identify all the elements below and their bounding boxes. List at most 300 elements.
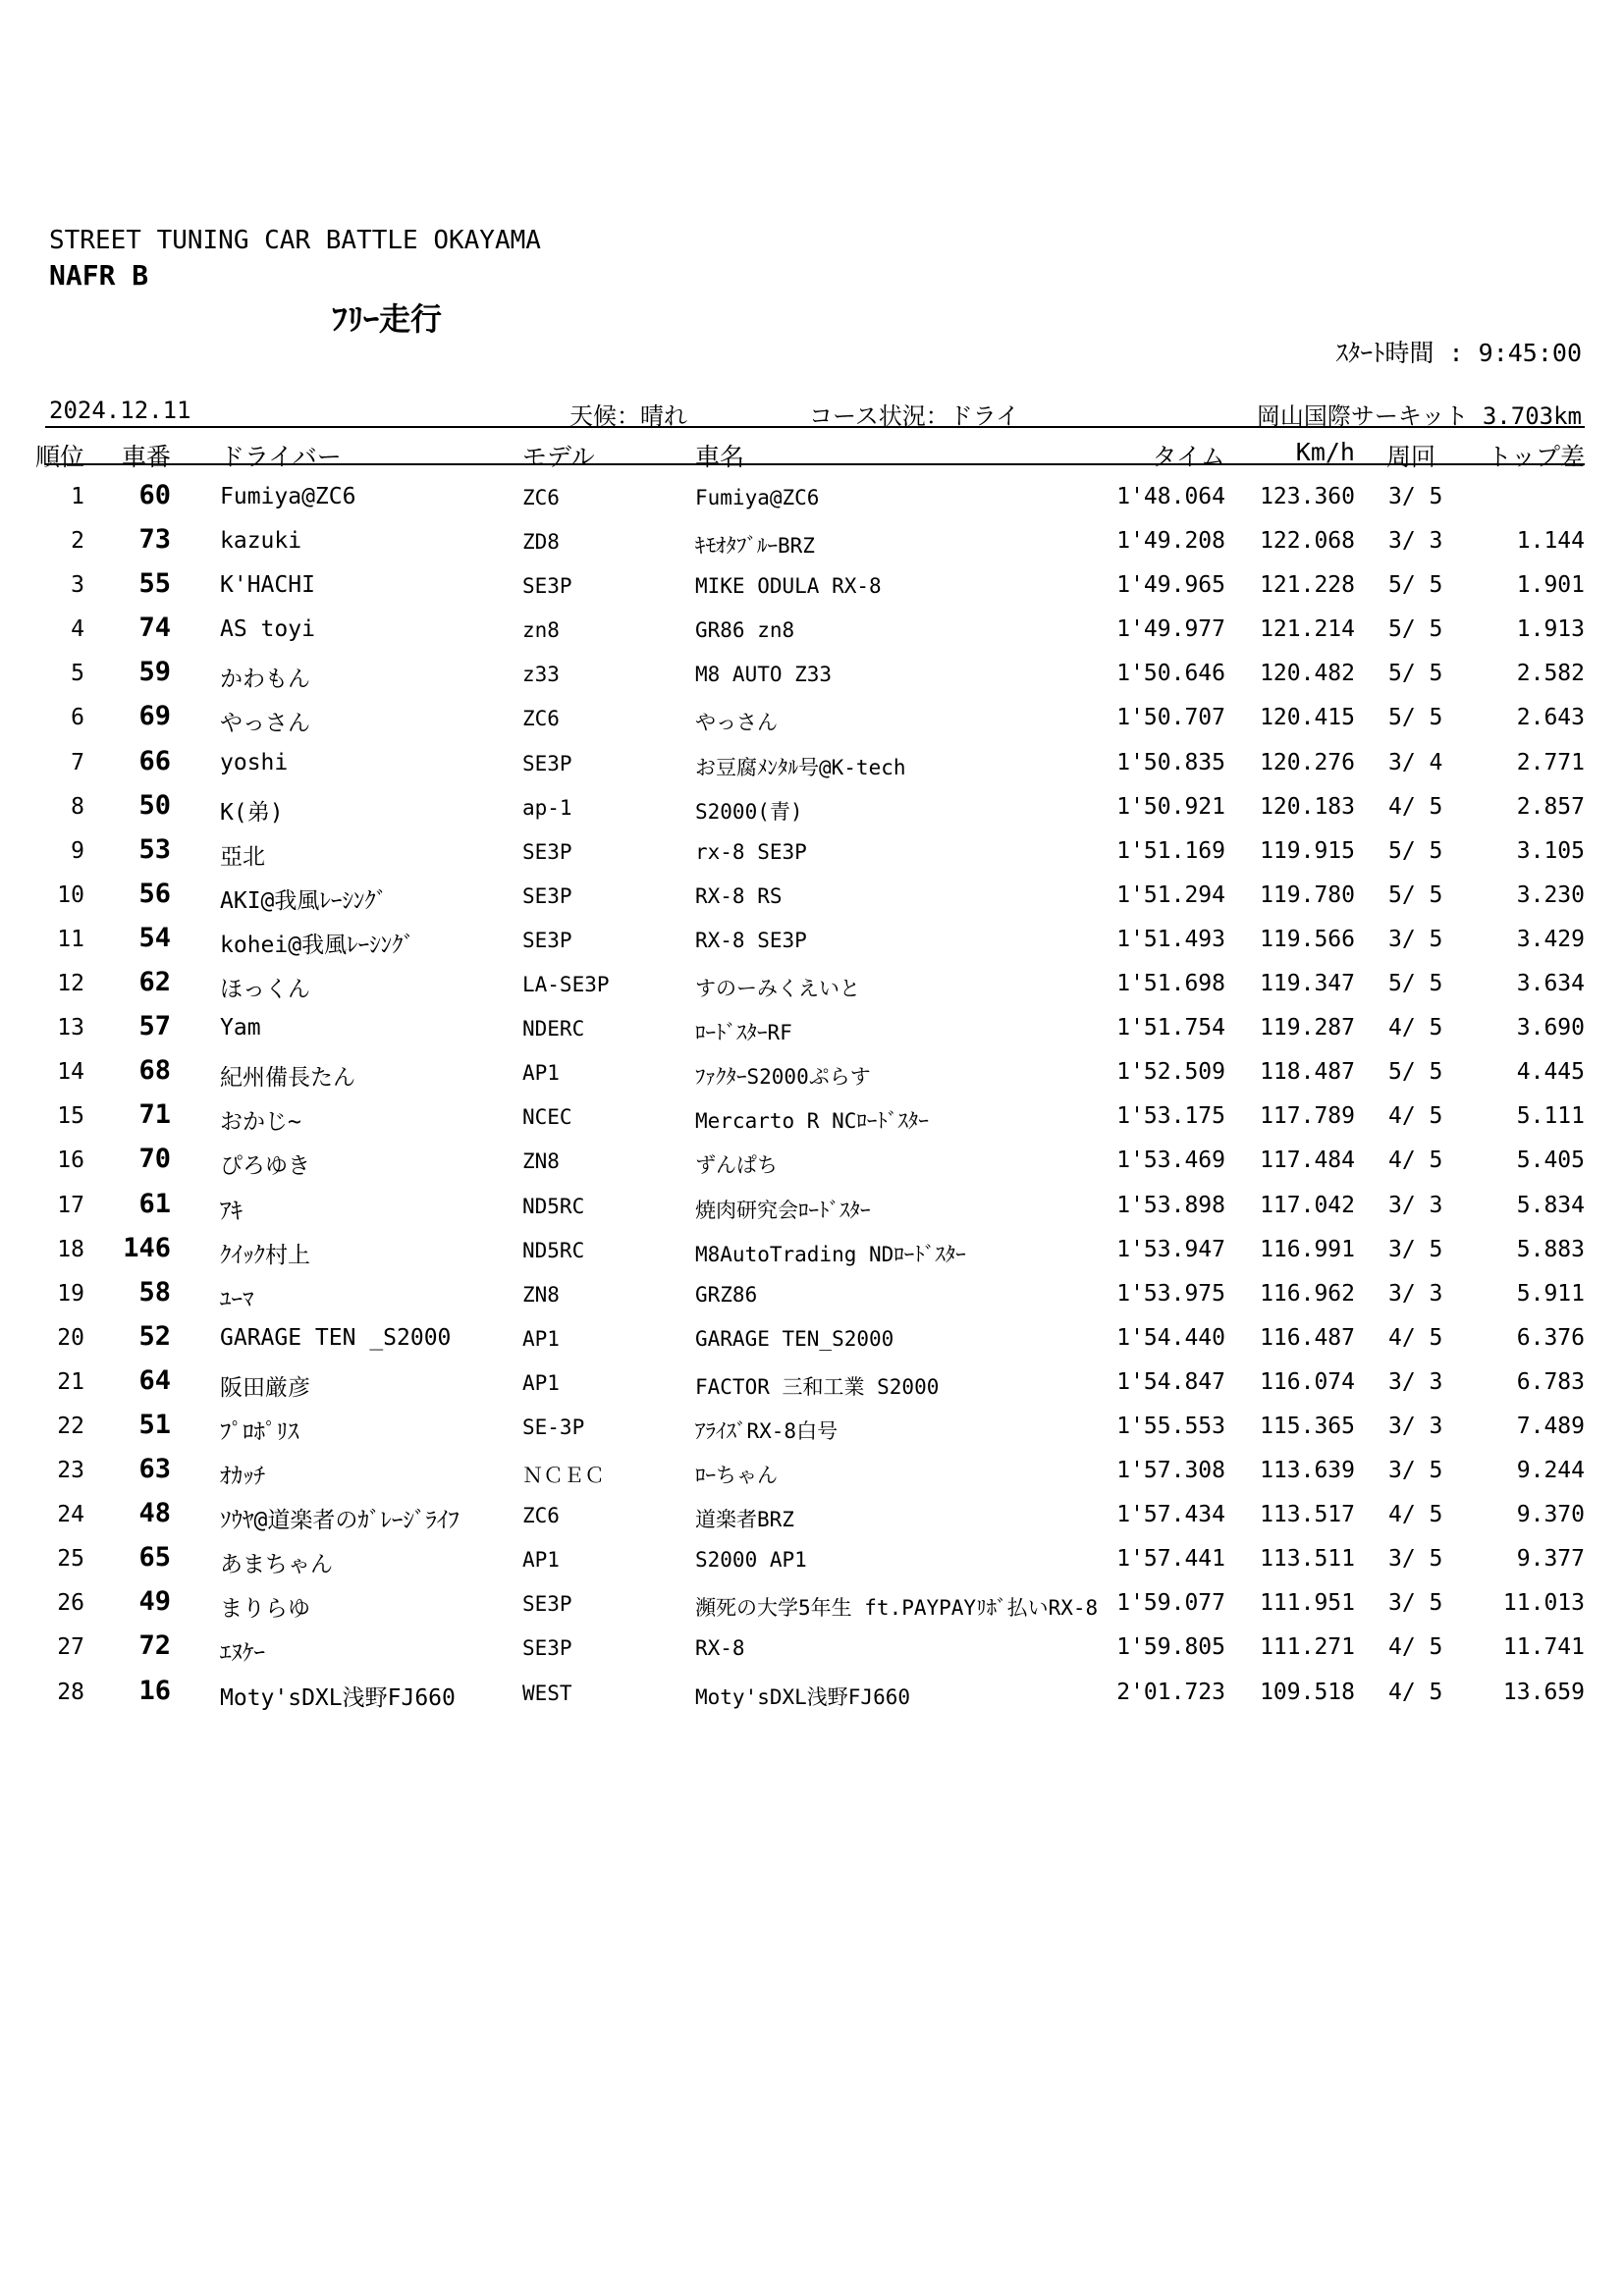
table-row xyxy=(0,1227,1624,1271)
cell-car: rx-8 SE3P xyxy=(695,839,807,864)
cell-driver: K'HACHI xyxy=(220,572,315,599)
cell-gap: 4.445 xyxy=(1516,1059,1585,1086)
cell-num: 68 xyxy=(138,1055,171,1087)
cell-num: 55 xyxy=(138,568,171,600)
cell-laps: 4/ 5 xyxy=(1388,1634,1443,1661)
cell-gap: 1.144 xyxy=(1516,528,1585,555)
cell-car: ｷﾓｵﾀﾌﾞﾙｰBRZ xyxy=(695,534,815,559)
cell-num: 65 xyxy=(138,1542,171,1574)
table-row xyxy=(0,607,1624,651)
table-row xyxy=(0,961,1624,1005)
cell-gap: 3.105 xyxy=(1516,837,1585,864)
cell-time: 1'53.975 xyxy=(1116,1280,1225,1307)
cell-driver: Yam xyxy=(220,1015,261,1041)
cell-time: 1'50.646 xyxy=(1116,661,1225,687)
cell-model: z33 xyxy=(522,663,560,687)
cell-model: ZN8 xyxy=(522,1282,560,1307)
col-car: 車名 xyxy=(695,443,745,471)
cell-gap: 3.634 xyxy=(1516,971,1585,997)
cell-model: SE3P xyxy=(522,928,572,952)
cell-time: 1'53.175 xyxy=(1116,1103,1225,1130)
cell-car: FACTOR 三和工業 S2000 xyxy=(695,1374,940,1399)
cell-car: RX-8 RS xyxy=(695,883,783,908)
table-row xyxy=(0,1580,1624,1625)
cell-model: AP1 xyxy=(522,1326,560,1351)
cell-driver: ｸｲｯｸ村上 xyxy=(220,1242,310,1268)
cell-car: ﾛｰﾄﾞｽﾀｰRF xyxy=(695,1021,792,1045)
cell-pos: 10 xyxy=(57,881,84,908)
cell-num: 56 xyxy=(138,878,171,909)
cell-time: 1'57.434 xyxy=(1116,1502,1225,1528)
cell-num: 72 xyxy=(138,1630,171,1662)
cell-pos: 16 xyxy=(57,1148,84,1174)
cell-pos: 17 xyxy=(57,1192,84,1218)
cell-num: 62 xyxy=(138,967,171,998)
cell-car: ﾛｰちゃん xyxy=(695,1464,778,1488)
table-row xyxy=(0,828,1624,873)
cell-laps: 3/ 5 xyxy=(1388,926,1443,952)
cell-pos: 2 xyxy=(71,528,84,555)
cell-laps: 4/ 5 xyxy=(1388,1679,1443,1705)
table-row xyxy=(0,784,1624,828)
cell-laps: 3/ 5 xyxy=(1388,484,1443,509)
table-row xyxy=(0,740,1624,784)
cell-speed: 120.276 xyxy=(1260,749,1355,775)
cell-car: やっさん xyxy=(695,711,778,735)
cell-pos: 21 xyxy=(57,1368,84,1395)
cell-speed: 119.915 xyxy=(1260,837,1355,864)
header-rule-top xyxy=(45,426,1585,428)
col-laps: 周回 xyxy=(1386,443,1436,471)
cell-time: 1'59.805 xyxy=(1116,1634,1225,1661)
cell-time: 1'49.208 xyxy=(1116,528,1225,555)
cell-driver: 亞北 xyxy=(220,843,265,870)
cell-model: ＮＣＥＣ xyxy=(522,1464,605,1488)
cell-laps: 5/ 5 xyxy=(1388,971,1443,997)
table-row xyxy=(0,562,1624,607)
cell-gap: 5.883 xyxy=(1516,1236,1585,1262)
cell-model: SE3P xyxy=(522,574,572,599)
cell-car: ﾌｧｸﾀｰS2000ぷらす xyxy=(695,1065,871,1090)
table-row xyxy=(0,1625,1624,1669)
cell-laps: 5/ 5 xyxy=(1388,705,1443,731)
cell-driver: あまちゃん xyxy=(220,1552,333,1578)
cell-laps: 4/ 5 xyxy=(1388,1324,1443,1351)
cell-model: ZC6 xyxy=(522,707,560,731)
cell-speed: 117.789 xyxy=(1260,1103,1355,1130)
cell-car: RX-8 xyxy=(695,1636,745,1661)
cell-gap: 3.230 xyxy=(1516,881,1585,908)
start-time-value: 9:45:00 xyxy=(1478,339,1582,367)
cell-pos: 26 xyxy=(57,1590,84,1617)
cell-speed: 116.991 xyxy=(1260,1236,1355,1262)
cell-car: Mercarto R NCﾛｰﾄﾞｽﾀｰ xyxy=(695,1109,929,1134)
cell-num: 73 xyxy=(138,524,171,556)
cell-num: 58 xyxy=(138,1276,171,1308)
cell-speed: 115.365 xyxy=(1260,1413,1355,1439)
cell-time: 1'50.835 xyxy=(1116,749,1225,775)
cell-time: 1'51.169 xyxy=(1116,837,1225,864)
table-row xyxy=(0,1271,1624,1315)
cell-time: 1'51.698 xyxy=(1116,971,1225,997)
table-row xyxy=(0,474,1624,518)
cell-pos: 13 xyxy=(57,1015,84,1041)
cell-car: GRZ86 xyxy=(695,1282,758,1307)
cell-time: 1'57.308 xyxy=(1116,1458,1225,1484)
cell-num: 57 xyxy=(138,1011,171,1042)
cell-gap: 5.405 xyxy=(1516,1148,1585,1174)
start-time-label: ｽﾀｰﾄ時間 xyxy=(1335,339,1435,367)
cell-pos: 20 xyxy=(57,1324,84,1351)
cell-pos: 5 xyxy=(71,661,84,687)
cell-num: 70 xyxy=(138,1144,171,1175)
cell-speed: 113.511 xyxy=(1260,1546,1355,1573)
cell-pos: 1 xyxy=(71,484,84,509)
cell-gap: 1.901 xyxy=(1516,572,1585,599)
cell-car: 瀕死の大学5年生 ft.PAYPAYﾘﾎﾞ払いRX-8 xyxy=(695,1596,1099,1621)
cell-model: SE3P xyxy=(522,839,572,864)
cell-speed: 121.228 xyxy=(1260,572,1355,599)
cell-num: 74 xyxy=(138,613,171,644)
cell-speed: 118.487 xyxy=(1260,1059,1355,1086)
cell-speed: 123.360 xyxy=(1260,484,1355,509)
cell-time: 1'53.898 xyxy=(1116,1192,1225,1218)
cell-model: WEST xyxy=(522,1681,572,1705)
cell-num: 54 xyxy=(138,922,171,953)
session-name: ﾌﾘｰ走行 xyxy=(332,300,443,338)
cell-model: ap-1 xyxy=(522,795,572,820)
cell-speed: 122.068 xyxy=(1260,528,1355,555)
cell-laps: 5/ 5 xyxy=(1388,837,1443,864)
cell-num: 49 xyxy=(138,1586,171,1618)
results-table xyxy=(0,474,1624,1714)
cell-gap: 9.244 xyxy=(1516,1458,1585,1484)
table-row xyxy=(0,1183,1624,1227)
cell-car: すのーみくえいと xyxy=(695,977,860,1001)
cell-num: 63 xyxy=(138,1454,171,1485)
cell-driver: ｿｳﾔ@道楽者のｶﾞﾚｰｼﾞﾗｲﾌ xyxy=(220,1508,460,1534)
weather: 天候：晴れ xyxy=(569,402,687,430)
col-pos: 順位 xyxy=(34,443,84,471)
cell-time: 1'51.493 xyxy=(1116,926,1225,952)
cell-laps: 3/ 3 xyxy=(1388,1280,1443,1307)
cell-pos: 3 xyxy=(71,572,84,599)
table-row xyxy=(0,1138,1624,1182)
cell-num: 48 xyxy=(138,1498,171,1529)
cell-laps: 4/ 5 xyxy=(1388,793,1443,820)
cell-laps: 3/ 3 xyxy=(1388,528,1443,555)
table-row xyxy=(0,1094,1624,1138)
cell-model: ZD8 xyxy=(522,530,560,555)
class-name: NAFR B xyxy=(49,259,149,292)
cell-pos: 23 xyxy=(57,1458,84,1484)
cell-laps: 4/ 5 xyxy=(1388,1015,1443,1041)
table-row xyxy=(0,1448,1624,1492)
cell-car: S2000 AP1 xyxy=(695,1548,807,1573)
cell-gap: 13.659 xyxy=(1502,1679,1585,1705)
cell-pos: 12 xyxy=(57,971,84,997)
cell-gap: 2.771 xyxy=(1516,749,1585,775)
cell-laps: 5/ 5 xyxy=(1388,881,1443,908)
cell-gap: 5.834 xyxy=(1516,1192,1585,1218)
cell-num: 50 xyxy=(138,789,171,821)
cell-pos: 15 xyxy=(57,1103,84,1130)
cell-car: GR86 zn8 xyxy=(695,618,795,643)
cell-gap: 7.489 xyxy=(1516,1413,1585,1439)
cell-model: SE3P xyxy=(522,1592,572,1617)
cell-driver: ﾌﾟﾛﾎﾟﾘｽ xyxy=(220,1418,299,1445)
cell-driver: Fumiya@ZC6 xyxy=(220,484,356,509)
cell-pos: 25 xyxy=(57,1546,84,1573)
cell-gap: 2.582 xyxy=(1516,661,1585,687)
cell-gap: 9.370 xyxy=(1516,1502,1585,1528)
cell-time: 2'01.723 xyxy=(1116,1679,1225,1705)
cell-laps: 3/ 3 xyxy=(1388,1192,1443,1218)
cell-model: SE3P xyxy=(522,1636,572,1661)
cell-num: 59 xyxy=(138,657,171,688)
table-row xyxy=(0,1360,1624,1404)
race-date: 2024.12.11 xyxy=(49,397,191,424)
cell-pos: 14 xyxy=(57,1059,84,1086)
cell-laps: 3/ 3 xyxy=(1388,1413,1443,1439)
cell-driver: ｵｶｯﾁ xyxy=(220,1464,265,1490)
cell-gap: 6.376 xyxy=(1516,1324,1585,1351)
cell-pos: 22 xyxy=(57,1413,84,1439)
header-rule-bottom xyxy=(45,463,1585,465)
cell-driver: ﾕｰﾏ xyxy=(220,1286,254,1312)
cell-model: SE3P xyxy=(522,751,572,775)
cell-gap: 9.377 xyxy=(1516,1546,1585,1573)
cell-num: 64 xyxy=(138,1364,171,1396)
cell-speed: 116.962 xyxy=(1260,1280,1355,1307)
cell-speed: 111.271 xyxy=(1260,1634,1355,1661)
cell-model: SE-3P xyxy=(522,1415,585,1439)
table-row xyxy=(0,651,1624,695)
col-time: タイム xyxy=(1152,443,1225,471)
cell-laps: 5/ 5 xyxy=(1388,572,1443,599)
cell-driver: ｱｷ xyxy=(220,1198,243,1224)
cell-pos: 19 xyxy=(57,1280,84,1307)
cell-gap: 2.857 xyxy=(1516,793,1585,820)
table-row xyxy=(0,873,1624,917)
cell-pos: 11 xyxy=(57,926,84,952)
cell-car: MIKE ODULA RX-8 xyxy=(695,574,882,599)
cell-time: 1'54.847 xyxy=(1116,1368,1225,1395)
cell-car: M8 AUTO Z33 xyxy=(695,663,833,687)
cell-speed: 120.415 xyxy=(1260,705,1355,731)
cell-laps: 3/ 5 xyxy=(1388,1590,1443,1617)
cell-time: 1'53.469 xyxy=(1116,1148,1225,1174)
cell-pos: 8 xyxy=(71,793,84,820)
cell-driver: ｴﾇｹｰ xyxy=(220,1640,265,1667)
cell-time: 1'59.077 xyxy=(1116,1590,1225,1617)
cell-num: 16 xyxy=(138,1675,171,1706)
cell-driver: AS toyi xyxy=(220,616,315,643)
cell-laps: 4/ 5 xyxy=(1388,1148,1443,1174)
cell-gap: 11.741 xyxy=(1502,1634,1585,1661)
cell-pos: 4 xyxy=(71,616,84,643)
cell-car: 道楽者BRZ xyxy=(695,1508,794,1532)
cell-num: 71 xyxy=(138,1099,171,1131)
cell-time: 1'52.509 xyxy=(1116,1059,1225,1086)
circuit: 岡山国際サーキット 3.703km xyxy=(1256,402,1582,430)
course-status: コース状況：ドライ xyxy=(809,402,1020,430)
cell-laps: 3/ 4 xyxy=(1388,749,1443,775)
cell-time: 1'54.440 xyxy=(1116,1324,1225,1351)
cell-num: 66 xyxy=(138,745,171,776)
cell-car: ｱﾗｲｽﾞRX-8白号 xyxy=(695,1418,839,1443)
cell-driver: Moty'sDXL浅野FJ660 xyxy=(220,1684,456,1711)
table-row xyxy=(0,518,1624,562)
cell-time: 1'50.921 xyxy=(1116,793,1225,820)
cell-model: AP1 xyxy=(522,1061,560,1086)
cell-time: 1'57.441 xyxy=(1116,1546,1225,1573)
cell-laps: 3/ 5 xyxy=(1388,1546,1443,1573)
cell-laps: 3/ 3 xyxy=(1388,1368,1443,1395)
cell-driver: 紀州備長たん xyxy=(220,1065,355,1092)
cell-pos: 24 xyxy=(57,1502,84,1528)
cell-speed: 119.287 xyxy=(1260,1015,1355,1041)
cell-speed: 117.042 xyxy=(1260,1192,1355,1218)
cell-time: 1'51.754 xyxy=(1116,1015,1225,1041)
table-row xyxy=(0,1315,1624,1360)
cell-time: 1'49.965 xyxy=(1116,572,1225,599)
cell-speed: 119.566 xyxy=(1260,926,1355,952)
cell-model: ND5RC xyxy=(522,1194,585,1218)
table-row xyxy=(0,917,1624,961)
cell-time: 1'55.553 xyxy=(1116,1413,1225,1439)
cell-model: AP1 xyxy=(522,1370,560,1395)
cell-laps: 4/ 5 xyxy=(1388,1502,1443,1528)
table-row xyxy=(0,1049,1624,1094)
cell-model: ZC6 xyxy=(522,486,560,509)
cell-driver: GARAGE TEN _S2000 xyxy=(220,1324,452,1351)
cell-car: Fumiya@ZC6 xyxy=(695,486,820,509)
col-speed: Km/h xyxy=(1295,438,1355,466)
cell-driver: ほっくん xyxy=(220,977,310,1003)
cell-speed: 121.214 xyxy=(1260,616,1355,643)
cell-laps: 4/ 5 xyxy=(1388,1103,1443,1130)
cell-pos: 6 xyxy=(71,705,84,731)
cell-car: ずんぱち xyxy=(695,1153,778,1178)
cell-speed: 116.487 xyxy=(1260,1324,1355,1351)
cell-gap: 11.013 xyxy=(1502,1590,1585,1617)
cell-pos: 28 xyxy=(57,1679,84,1705)
cell-num: 61 xyxy=(138,1188,171,1219)
cell-model: ZC6 xyxy=(522,1504,560,1528)
cell-pos: 7 xyxy=(71,749,84,775)
cell-driver: 阪田厳彦 xyxy=(220,1374,310,1401)
cell-model: SE3P xyxy=(522,883,572,908)
cell-gap: 1.913 xyxy=(1516,616,1585,643)
table-row xyxy=(0,695,1624,739)
cell-num: 52 xyxy=(138,1320,171,1352)
cell-car: 焼肉研究会ﾛｰﾄﾞｽﾀｰ xyxy=(695,1198,871,1222)
cell-model: LA-SE3P xyxy=(522,973,610,997)
cell-car: お豆腐ﾒﾝﾀﾙ号@K-tech xyxy=(695,755,906,779)
cell-time: 1'49.977 xyxy=(1116,616,1225,643)
col-num: 車番 xyxy=(121,443,171,471)
cell-speed: 113.639 xyxy=(1260,1458,1355,1484)
cell-driver: yoshi xyxy=(220,749,289,775)
cell-driver: まりらゆ xyxy=(220,1596,310,1623)
cell-model: AP1 xyxy=(522,1548,560,1573)
table-row xyxy=(0,1492,1624,1536)
table-row xyxy=(0,1005,1624,1049)
cell-time: 1'50.707 xyxy=(1116,705,1225,731)
cell-driver: K(弟) xyxy=(220,799,284,826)
cell-gap: 5.111 xyxy=(1516,1103,1585,1130)
cell-speed: 119.347 xyxy=(1260,971,1355,997)
cell-model: NCEC xyxy=(522,1105,572,1130)
table-row xyxy=(0,1404,1624,1448)
cell-car: M8AutoTrading NDﾛｰﾄﾞｽﾀｰ xyxy=(695,1242,966,1266)
table-row xyxy=(0,1536,1624,1580)
cell-model: NDERC xyxy=(522,1017,585,1041)
event-title: STREET TUNING CAR BATTLE OKAYAMA xyxy=(49,226,541,255)
start-time: ｽﾀｰﾄ時間 : 9:45:00 xyxy=(1335,339,1582,367)
cell-driver: kohei@我風ﾚｰｼﾝｸﾞ xyxy=(220,932,415,958)
cell-time: 1'53.947 xyxy=(1116,1236,1225,1262)
cell-num: 51 xyxy=(138,1409,171,1440)
cell-num: 53 xyxy=(138,833,171,865)
cell-speed: 113.517 xyxy=(1260,1502,1355,1528)
cell-gap: 3.429 xyxy=(1516,926,1585,952)
cell-driver: AKI@我風ﾚｰｼﾝｸﾞ xyxy=(220,887,388,914)
cell-driver: かわもん xyxy=(220,667,310,693)
cell-model: zn8 xyxy=(522,618,560,643)
cell-driver: おかじ~ xyxy=(220,1109,301,1136)
cell-car: S2000(青) xyxy=(695,799,803,824)
cell-car: GARAGE TEN_S2000 xyxy=(695,1326,894,1351)
cell-driver: やっさん xyxy=(220,711,310,737)
col-model: モデル xyxy=(522,443,595,471)
cell-num: 146 xyxy=(123,1232,171,1263)
cell-gap: 2.643 xyxy=(1516,705,1585,731)
cell-time: 1'51.294 xyxy=(1116,881,1225,908)
cell-laps: 3/ 5 xyxy=(1388,1236,1443,1262)
cell-speed: 120.183 xyxy=(1260,793,1355,820)
cell-speed: 116.074 xyxy=(1260,1368,1355,1395)
cell-laps: 5/ 5 xyxy=(1388,1059,1443,1086)
cell-gap: 3.690 xyxy=(1516,1015,1585,1041)
cell-laps: 5/ 5 xyxy=(1388,661,1443,687)
cell-speed: 119.780 xyxy=(1260,881,1355,908)
col-driver: ドライバー xyxy=(220,443,342,471)
cell-speed: 109.518 xyxy=(1260,1679,1355,1705)
cell-num: 69 xyxy=(138,701,171,732)
cell-driver: kazuki xyxy=(220,528,302,555)
cell-time: 1'48.064 xyxy=(1116,484,1225,509)
cell-laps: 3/ 5 xyxy=(1388,1458,1443,1484)
cell-num: 60 xyxy=(138,480,171,510)
cell-pos: 27 xyxy=(57,1634,84,1661)
cell-speed: 117.484 xyxy=(1260,1148,1355,1174)
cell-gap: 5.911 xyxy=(1516,1280,1585,1307)
cell-pos: 9 xyxy=(71,837,84,864)
cell-car: RX-8 SE3P xyxy=(695,928,807,952)
cell-model: ZN8 xyxy=(522,1149,560,1174)
cell-pos: 18 xyxy=(57,1236,84,1262)
table-row xyxy=(0,1670,1624,1714)
cell-speed: 120.482 xyxy=(1260,661,1355,687)
col-gap: トップ差 xyxy=(1487,443,1585,471)
column-header-row xyxy=(0,430,1624,471)
cell-model: ND5RC xyxy=(522,1238,585,1262)
cell-driver: ぴろゆき xyxy=(220,1153,310,1180)
cell-speed: 111.951 xyxy=(1260,1590,1355,1617)
cell-gap: 6.783 xyxy=(1516,1368,1585,1395)
